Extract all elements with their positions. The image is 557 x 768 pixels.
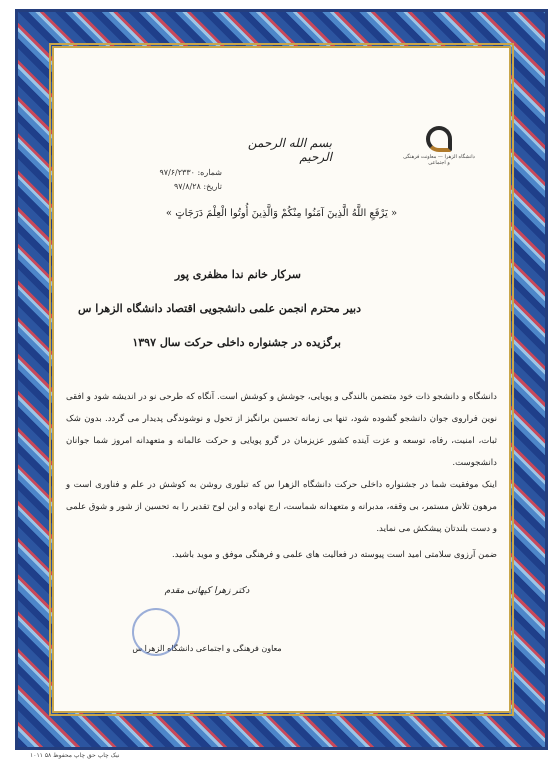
- basmala-calligraphy: [212, 128, 332, 172]
- quran-verse: « يَرْفَعِ اللَّهُ الَّذِينَ آمَنُوا مِنْكُمْ وَالَّذِينَ أُوتُوا الْعِلْمَ دَرَجَاتٍ »: [165, 208, 398, 219]
- basmala-text: بسم الله الرحمن الرحیم: [247, 136, 332, 164]
- university-logo: [403, 126, 475, 166]
- addressee: سرکار خانم ندا مظفری پور: [174, 268, 301, 281]
- reference-number: [132, 166, 222, 180]
- official-stamp-icon: [132, 608, 180, 656]
- logo-caption: دانشگاه الزهرا — معاونت فرهنگی و اجتماعی: [403, 154, 475, 166]
- letter-reference: [132, 166, 222, 194]
- date-label: تاریخ:: [203, 182, 222, 191]
- certificate-body: [66, 386, 497, 540]
- signatory-name: دکتر زهرا کیهانی مقدم: [164, 586, 250, 596]
- body-paragraph-2: اینک موفقیت شما در جشنواره داخلی حرکت دانشگاه الزهرا س که تبلوری روشن به کوشش در علم و فناوری است و مرهون تلاش مستمر، بی وقفه، مدبرانه و متعهدانه شماست، ارج نهاده و این لوح تقدیر را به تحسین از شور و شوق علمی و دست بلندتان پیشکش می نماید.: [66, 480, 497, 534]
- closing-line: ضمن آرزوی سلامتی امید است پیوسته در فعالیت های علمی و فرهنگی موفق و موید باشید.: [172, 550, 497, 560]
- reference-date: [132, 180, 222, 194]
- certificate-paper: [52, 46, 511, 713]
- ornamental-border-frame: [18, 12, 545, 747]
- date-value: ۹۷/۸/۲۸: [173, 182, 201, 191]
- addressee-role: دبیر محترم انجمن علمی دانشجویی اقتصاد دانشگاه الزهرا س: [78, 302, 361, 315]
- number-label: شماره:: [197, 168, 222, 177]
- signature-block: [122, 586, 292, 653]
- number-value: ۹۷/۶/۲۳۳۰: [159, 168, 195, 177]
- printer-imprint: نیک چاپ حق چاپ محفوظ ۵۸ ۱۰۱۱: [30, 752, 120, 759]
- award-line: برگزیده در جشنواره داخلی حرکت سال ۱۳۹۷: [132, 336, 341, 349]
- alzahra-logo-icon: [426, 126, 452, 152]
- body-paragraph-1: دانشگاه و دانشجو ذات خود متضمن بالندگی و پویایی، جوشش و کوشش است. آنگاه که طرحی نو در اندیشه شود و افقی نوین فراروی جوان دانشجو گشوده شود، تنها بی زمانه تحسین برانگیز از تحول و نوشوندگی پدیدار می گردد. بدون شک ثبات، امنیت، رفاه، توسعه و عزت آینده کشور عزیزمان در گرو پویایی و حرکت عالمانه و متعهدانه امروز شما جوانان دانشجوست.: [66, 392, 497, 468]
- signatory-title: معاون فرهنگی و اجتماعی دانشگاه الزهرا س: [132, 644, 282, 653]
